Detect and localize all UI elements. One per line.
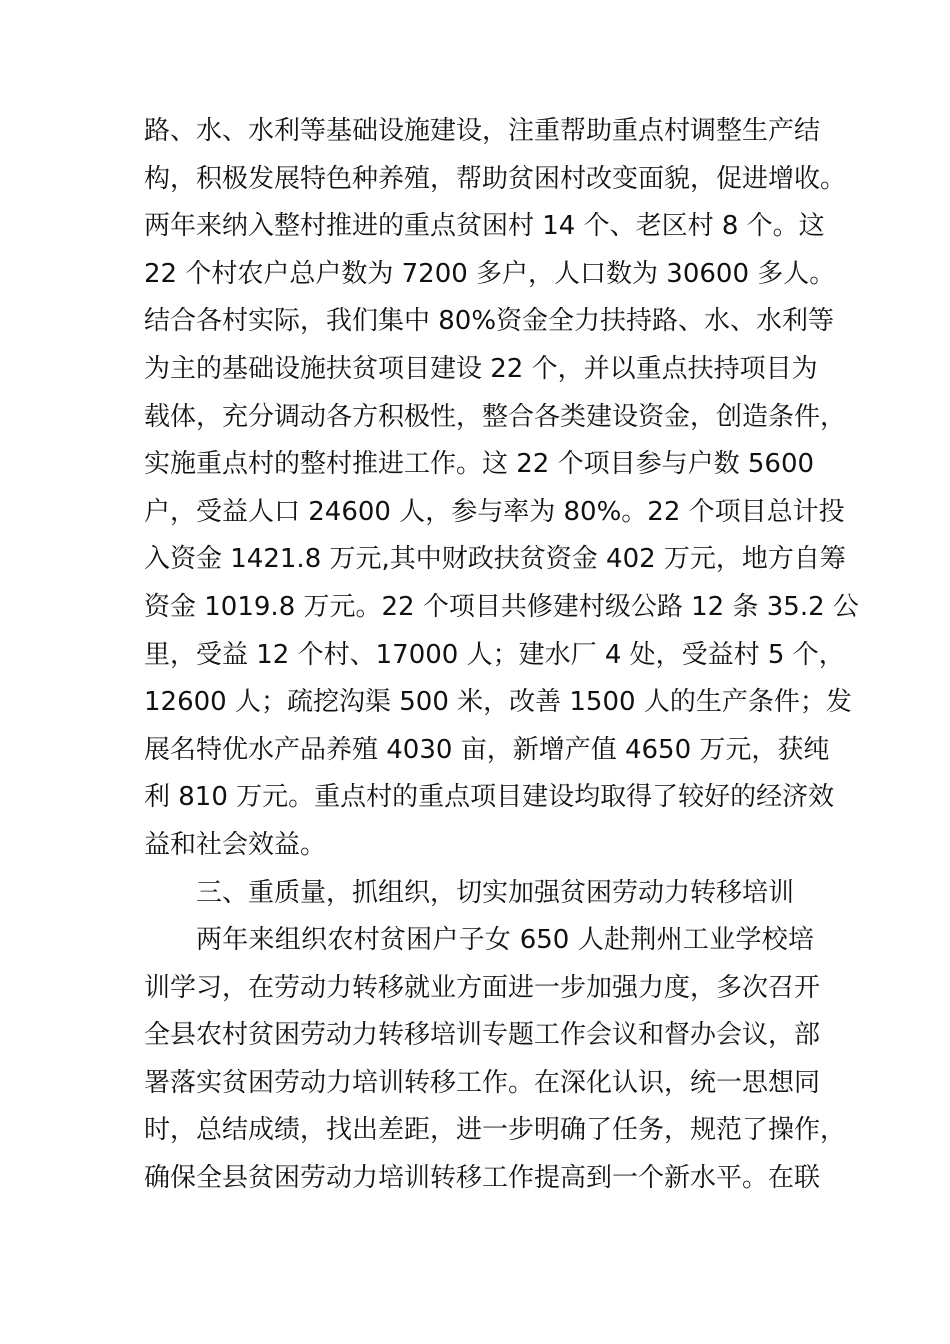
text-line: 全县农村贫困劳动力转移培训专题工作会议和督办会议，部 <box>144 1020 821 1051</box>
paragraph-labor-training <box>144 917 847 1203</box>
document-body <box>144 108 859 1203</box>
text-line: 展名特优水产品养殖 4030 亩，新增产值 4650 万元，获纯 <box>144 734 830 765</box>
text-line: 为主的基础设施扶贫项目建设 22 个，并以重点扶持项目为 <box>144 353 818 384</box>
text-line: 22 个村农户总户数为 7200 多户，人口数为 30600 多人。 <box>144 258 836 289</box>
text-line: 里，受益 12 个村、17000 人；建水厂 4 处，受益村 5 个， <box>144 639 845 670</box>
paragraph-infrastructure <box>144 108 859 870</box>
text-line: 路、水、水利等基础设施建设，注重帮助重点村调整生产结 <box>144 116 821 146</box>
text-line: 户，受益人口 24600 人，参与率为 80%。22 个项目总计投 <box>144 496 845 527</box>
text-line: 入资金 1421.8 万元,其中财政扶贫资金 402 万元，地方自筹 <box>144 544 846 575</box>
text-line: 时，总结成绩，找出差距，进一步明确了任务，规范了操作， <box>144 1115 847 1146</box>
text-line: 两年来组织农村贫困户子女 650 人赴荆州工业学校培 <box>196 925 814 956</box>
text-line: 训学习，在劳动力转移就业方面进一步加强力度，多次召开 <box>144 972 821 1003</box>
text-line: 资金 1019.8 万元。22 个项目共修建村级公路 12 条 35.2 公 <box>144 591 859 622</box>
text-line: 署落实贫困劳动力培训转移工作。在深化认识，统一思想同 <box>144 1067 821 1098</box>
text-line: 载体，充分调动各方积极性，整合各类建设资金，创造条件， <box>144 401 847 432</box>
text-line: 结合各村实际，我们集中 80%资金全力扶持路、水、水利等 <box>144 306 835 337</box>
text-line: 实施重点村的整村推进工作。这 22 个项目参与户数 5600 <box>144 449 815 480</box>
text-line: 两年来纳入整村推进的重点贫困村 14 个、老区村 8 个。这 <box>144 211 825 242</box>
text-line: 12600 人；疏挖沟渠 500 米，改善 1500 人的生产条件；发 <box>144 687 852 718</box>
text-line: 益和社会效益。 <box>144 829 327 860</box>
text-line: 构，积极发展特色种养殖，帮助贫困村改变面貌，促进增收。 <box>144 163 847 194</box>
text-line: 确保全县贫困劳动力培训转移工作提高到一个新水平。在联 <box>144 1163 821 1194</box>
text-line: 利 810 万元。重点村的重点项目建设均取得了较好的经济效 <box>144 782 835 813</box>
section-heading: 三、重质量，抓组织，切实加强贫困劳动力转移培训 <box>196 877 795 908</box>
